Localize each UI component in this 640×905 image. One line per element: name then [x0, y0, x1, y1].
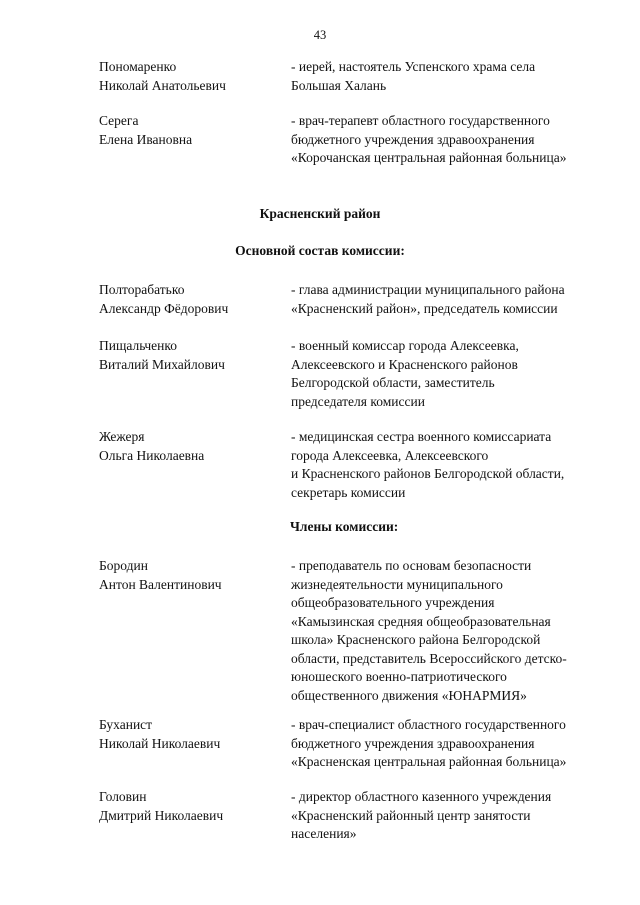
role-line: - врач-терапевт областного государственного	[291, 113, 550, 128]
role-line: жизнедеятельности муниципального	[291, 576, 503, 592]
role-text	[291, 557, 611, 705]
given-names: Александр Фёдорович	[99, 300, 229, 316]
given-names: Ольга Николаевна	[99, 447, 205, 463]
role-line: и Красненского районов Белгородской области,	[291, 466, 565, 481]
role-line: Белгородской области, заместитель	[291, 375, 495, 390]
person-name	[99, 428, 284, 465]
role-line: - медицинская сестра военного комиссариата	[291, 429, 552, 444]
role-line: - глава администрации муниципального района	[291, 282, 565, 297]
given-names: Николай Анатольевич	[99, 77, 226, 93]
role-line: города Алексеевка, Алексеевского	[291, 447, 489, 463]
surname: Серега	[99, 113, 139, 128]
person-name	[99, 281, 284, 318]
page-number: 43	[313, 28, 327, 42]
person-name	[99, 557, 284, 594]
given-names: Дмитрий Николаевич	[99, 807, 224, 823]
surname: Пономаренко	[99, 59, 177, 74]
role-line: области, представитель Всероссийского детско-	[291, 650, 567, 666]
main-composition-heading: Основной состав комиссии:	[235, 243, 405, 258]
surname: Пищальченко	[99, 338, 177, 353]
role-line: «Корочанская центральная районная больница»	[291, 150, 567, 165]
role-line: Алексеевского и Красненского районов	[291, 356, 518, 372]
person-name	[99, 337, 284, 374]
role-line: бюджетного учреждения здравоохранения	[291, 735, 535, 751]
surname: Жежеря	[99, 429, 145, 444]
surname: Буханист	[99, 717, 153, 732]
given-names: Виталий Михайлович	[99, 356, 225, 372]
given-names: Елена Ивановна	[99, 131, 193, 147]
district-heading: Красненский район	[259, 206, 381, 221]
role-line: «Красненский район», председатель комиссии	[291, 300, 558, 316]
role-line: населения»	[291, 826, 357, 841]
person-name	[99, 788, 284, 825]
role-line: «Камызинская средняя общеобразовательная	[291, 613, 551, 629]
surname: Бородин	[99, 558, 148, 573]
role-text	[291, 788, 611, 844]
person-name	[99, 716, 284, 753]
role-text	[291, 716, 611, 772]
role-line: юношеского военно-патриотического	[291, 669, 507, 684]
person-name	[99, 58, 284, 95]
person-name	[99, 112, 284, 149]
role-text	[291, 337, 611, 411]
role-line: Большая Халань	[291, 77, 387, 93]
surname: Полторабатько	[99, 282, 185, 297]
role-line: общественного движения «ЮНАРМИЯ»	[291, 687, 527, 703]
role-text	[291, 428, 611, 502]
given-names: Антон Валентинович	[99, 576, 222, 592]
role-line: - врач-специалист областного государственного	[291, 717, 566, 732]
role-line: «Красненский районный центр занятости	[291, 807, 531, 823]
role-line: «Красненская центральная районная больница»	[291, 754, 567, 769]
role-line: председателя комиссии	[291, 393, 425, 409]
surname: Головин	[99, 789, 147, 804]
role-line: школа» Красненского района Белгородской	[291, 632, 541, 647]
role-line: бюджетного учреждения здравоохранения	[291, 131, 535, 147]
role-line: - иерей, настоятель Успенского храма села	[291, 59, 536, 74]
role-text	[291, 58, 611, 95]
members-heading: Члены комиссии:	[290, 519, 399, 534]
given-names: Николай Николаевич	[99, 735, 221, 751]
role-text	[291, 281, 611, 318]
role-text	[291, 112, 611, 168]
role-line: - военный комиссар города Алексеевка,	[291, 338, 519, 353]
role-line: - преподаватель по основам безопасности	[291, 558, 532, 573]
role-line: - директор областного казенного учреждения	[291, 789, 552, 804]
role-line: общеобразовательного учреждения	[291, 595, 495, 610]
role-line: секретарь комиссии	[291, 484, 406, 500]
